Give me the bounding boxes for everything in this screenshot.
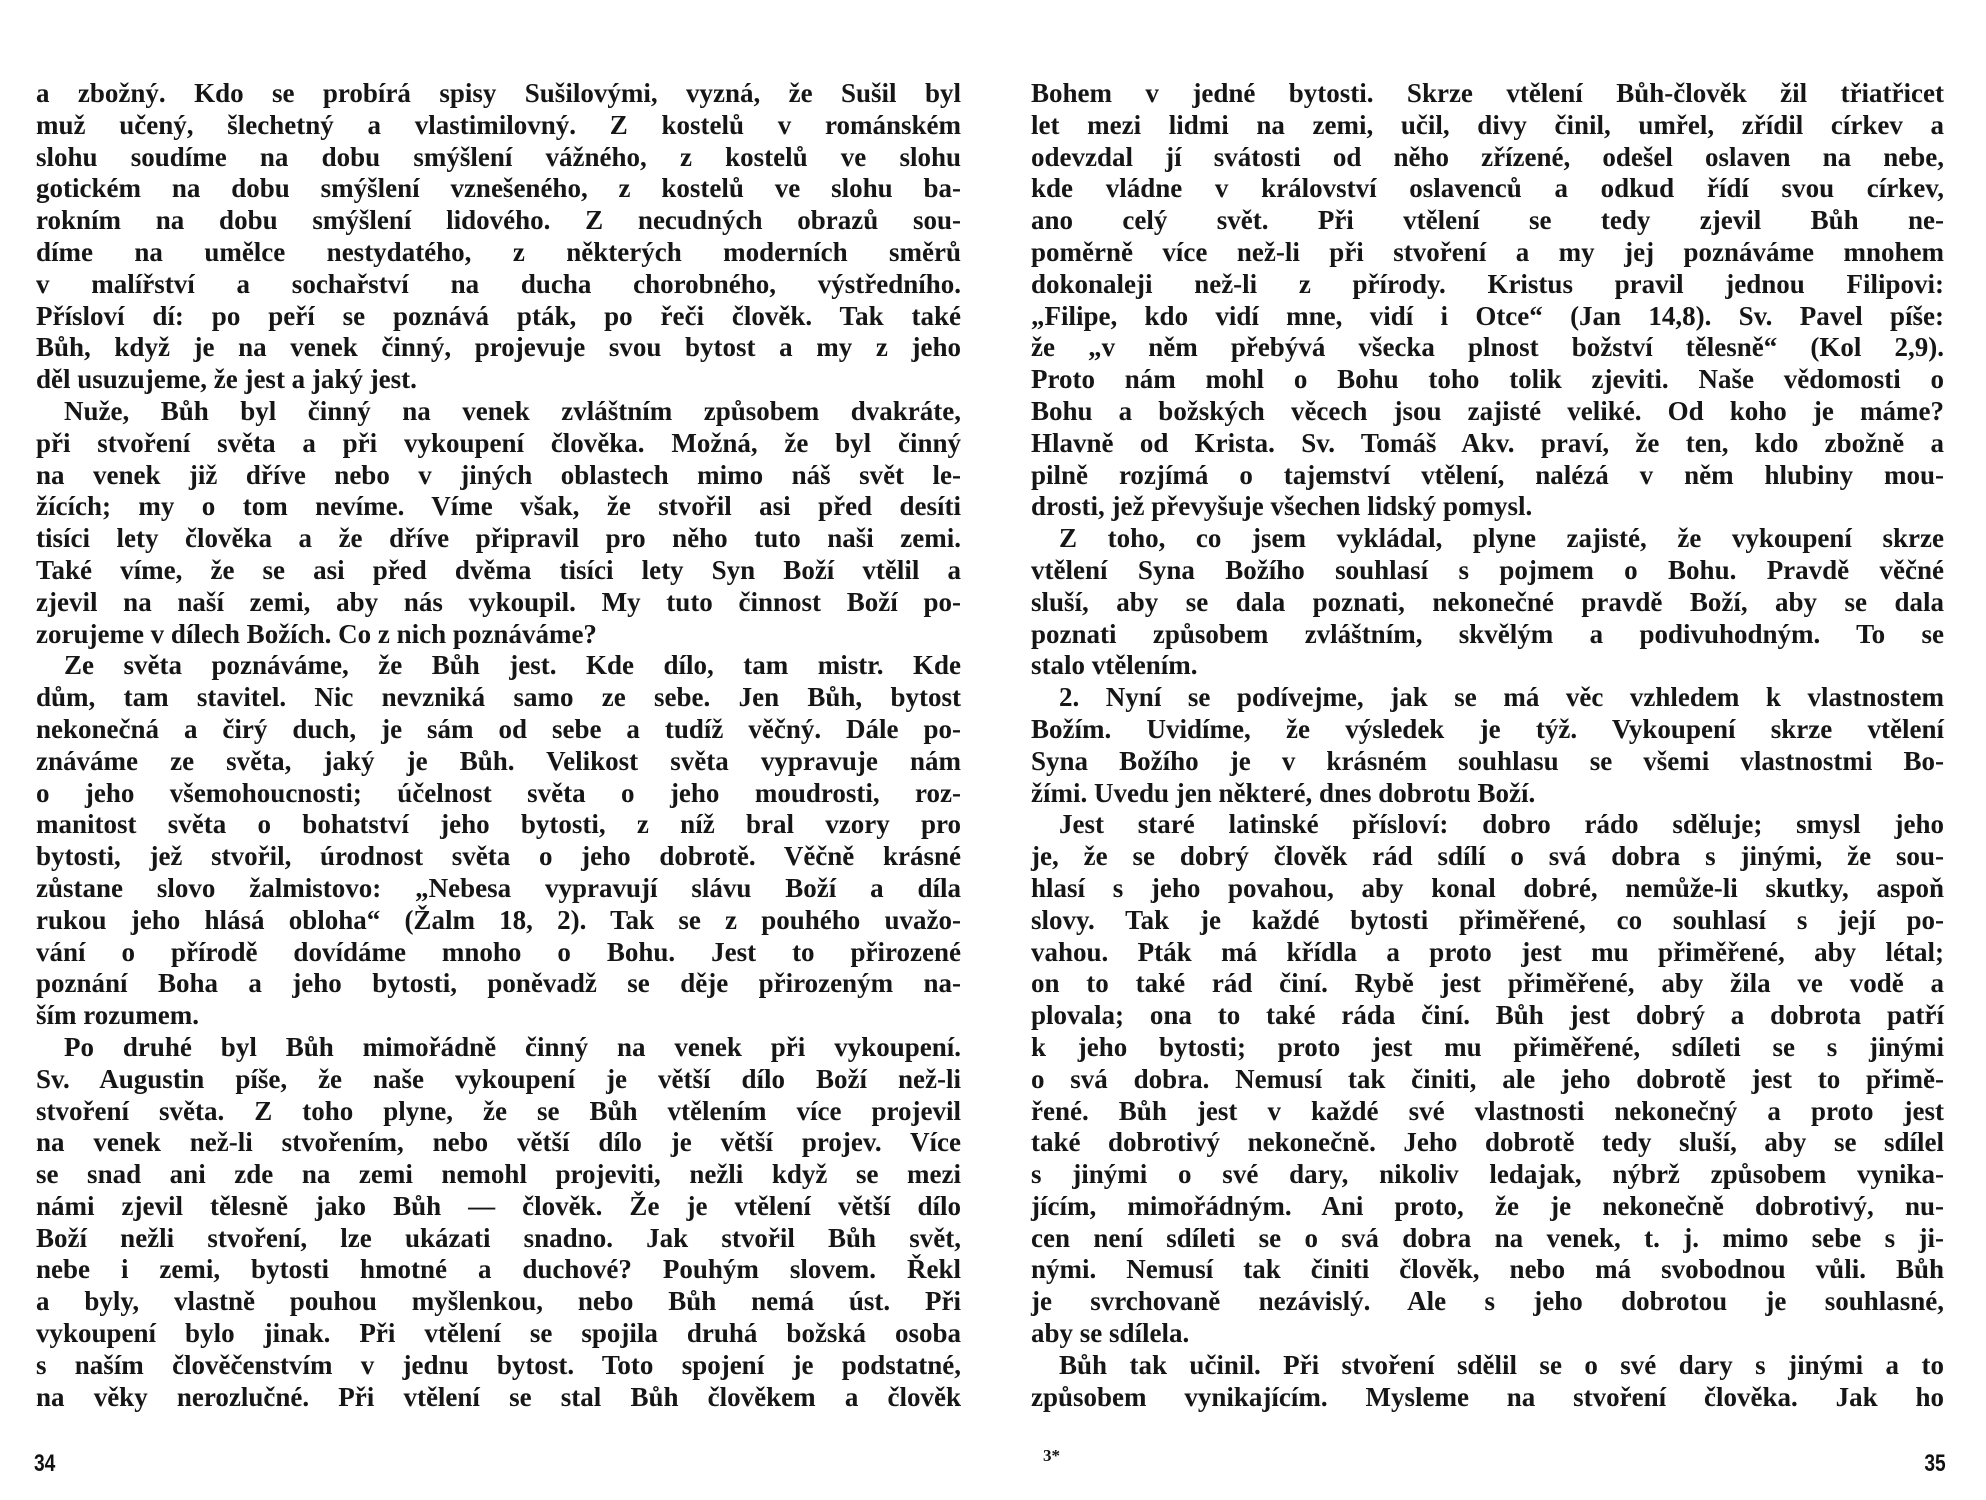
text-line: Bůh, když je na venek činný, projevuje svou bytost a my z jeho — [36, 332, 961, 363]
text-line: Ze světa poznáváme, že Bůh jest. Kde dílo, tam mistr. Kde — [64, 650, 961, 681]
text-line: „Filipe, kdo vidí mne, vidí i Otce“ (Jan 14,8). Sv. Pavel píše: — [1031, 300, 1944, 331]
text-column — [1031, 78, 1944, 1413]
text-line: Bohem v jedné bytosti. Skrze vtělení Bůh-člověk žil třiatřicet — [1031, 78, 1944, 108]
text-line: Hlavně od Krista. Sv. Tomáš Akv. praví, že ten, kdo zbožně a — [1031, 427, 1944, 458]
text-line: v malířství a sochařství na ducha chorobného, výstředního. — [36, 268, 961, 299]
paragraph — [1031, 682, 1944, 809]
paragraph — [36, 78, 961, 396]
text-line: kde vládne v království oslavenců a odkud řídí svou církev, — [1031, 173, 1944, 204]
text-line: pilně rozjímá o tajemství vtělení, nalézá v něm hlubiny mou- — [1031, 459, 1944, 490]
text-line: zůstane slovo žalmistovo: „Nebesa vypravují slávu Boží a díla — [36, 872, 961, 903]
text-line: odevzdal jí svátosti od něho zřízené, odešel oslaven na nebe, — [1031, 141, 1944, 172]
text-line: vání o přírodě dovídáme mnoho o Bohu. Jest to přirozené — [36, 936, 961, 967]
text-line: o svá dobra. Nemusí tak činiti, ale jeho dobrotě jest to přimě- — [1031, 1063, 1944, 1094]
text-line: vtělení Syna Božího souhlasí s pojmem o Bohu. Pravdě věčné — [1031, 554, 1944, 585]
text-line: zorujeme v dílech Božích. Co z nich poznáváme? — [36, 618, 597, 649]
text-line: na venek než-li stvořením, nebo větší dílo je větší projev. Více — [36, 1127, 961, 1158]
text-line: se snad ani zde na zemi nemohl projeviti, nežli když se mezi — [36, 1159, 961, 1190]
text-line: 2. Nyní se podívejme, jak se má věc vzhledem k vlastnostem — [1059, 682, 1944, 713]
text-line: a zbožný. Kdo se probírá spisy Sušilovými, vyzná, že Sušil byl — [36, 78, 961, 108]
text-line: nými. Nemusí tak činiti člověk, nebo má svobodnou vůli. Bůh — [1031, 1254, 1944, 1285]
text-line: při stvoření světa a při vykoupení člověka. Možná, že byl činný — [36, 427, 961, 458]
text-line: plovala; ona to také ráda činí. Bůh jest dobrý a dobrota patří — [1031, 1000, 1944, 1031]
text-line: muž učený, šlechetný a vlastimilovný. Z kostelů v románském — [36, 109, 961, 140]
text-line: Z toho, co jsem vykládal, plyne zajisté, že vykoupení skrze — [1059, 523, 1944, 554]
text-line: s naším člověčenstvím v jednu bytost. Toto spojení je podstatné, — [36, 1349, 961, 1380]
text-line: sluší, aby se dala poznati, nekonečné pravdě Boží, aby se dala — [1031, 586, 1944, 617]
text-line: stvoření světa. Z toho plyne, že se Bůh vtělením více projevil — [36, 1095, 961, 1126]
paragraph — [1031, 523, 1944, 682]
text-line: let mezi lidmi na zemi, učil, divy činil, umřel, zřídil církev a — [1031, 109, 1944, 140]
text-line: a byly, vlastně pouhou myšlenkou, nebo Bůh nemá úst. Při — [36, 1286, 961, 1317]
text-line: dům, tam stavitel. Nic nevzniká samo ze sebe. Jen Bůh, bytost — [36, 682, 961, 713]
text-line: díme na umělce nestydatého, z některých moderních směrů — [36, 236, 961, 267]
text-line: poznati způsobem zvláštním, skvělým a podivuhodným. To se — [1031, 618, 1944, 649]
text-line: bytosti, jež stvořil, úrodnost světa o jeho dobrotě. Věčně krásné — [36, 841, 961, 872]
text-line: nebe i zemi, bytosti hmotné a duchové? Pouhým slovem. Řekl — [36, 1254, 961, 1285]
text-line: Sv. Augustin píše, že naše vykoupení je větší dílo Boží než-li — [36, 1063, 961, 1094]
text-line: vykoupení bylo jinak. Při vtělení se spojila druhá božská osoba — [36, 1318, 961, 1349]
text-line: on to také rád činí. Rybě jest přiměřené, aby žila ve vodě a — [1031, 968, 1944, 999]
text-line: drosti, jež převyšuje všechen lidský pomysl. — [1031, 491, 1533, 522]
text-line: řené. Bůh jest v každé své vlastnosti nekonečný a proto jest — [1031, 1095, 1944, 1126]
text-line: stalo vtělením. — [1031, 650, 1198, 681]
text-line: zjevil na naší zemi, aby nás vykoupil. My tuto činnost Boží po- — [36, 586, 961, 617]
text-line: žících; my o tom nevíme. Víme však, že stvořil asi před desíti — [36, 491, 961, 522]
text-line: Bůh tak učinil. Při stvoření sdělil se o své dary s jinými a to — [1059, 1349, 1944, 1380]
text-line: žími. Uvedu jen některé, dnes dobrotu Boží. — [1031, 777, 1536, 808]
text-line: ano celý svět. Při vtělení se tedy zjevil Bůh ne- — [1031, 205, 1944, 236]
page-number: 35 — [1924, 1450, 1946, 1477]
text-line: poměrně více než-li při stvoření a my jej poznáváme mnohem — [1031, 236, 1944, 267]
text-line: také dobrotivý nekonečně. Jeho dobrotě tedy sluší, aby se sdílel — [1031, 1127, 1944, 1158]
text-column — [36, 78, 961, 1413]
paragraph — [36, 396, 961, 650]
text-line: znáváme ze světa, jaký je Bůh. Velikost světa vypravuje nám — [36, 745, 961, 776]
text-line: gotickém na dobu smýšlení vznešeného, z kostelů ve slohu ba- — [36, 173, 961, 204]
text-line: hlasí s jeho povahou, aby konal dobré, nemůže-li skutky, aspoň — [1031, 872, 1944, 903]
text-line: manitost světa o bohatství jeho bytosti, z níž bral vzory pro — [36, 809, 961, 840]
text-line: dokonaleji než-li z přírody. Kristus pravil jednou Filipovi: — [1031, 268, 1944, 299]
text-line: Syna Božího je v krásném souhlasu se všemi vlastnostmi Bo- — [1031, 745, 1944, 776]
text-line: Po druhé byl Bůh mimořádně činný na venek při vykoupení. — [64, 1031, 961, 1062]
text-line: způsobem vynikajícím. Mysleme na stvoření člověka. Jak ho — [1031, 1381, 1944, 1412]
text-line: poznání Boha a jeho bytosti, poněvadž se děje přirozeným na- — [36, 968, 961, 999]
text-line: děl usuzujeme, že jest a jaký jest. — [36, 364, 417, 395]
text-line: je svrchovaně nezávislý. Ale s jeho dobrotou je souhlasné, — [1031, 1286, 1944, 1317]
right-page — [993, 0, 1986, 1500]
text-line: Proto nám mohl o Bohu toho tolik zjeviti. Naše vědomosti o — [1031, 364, 1944, 395]
paragraph — [1031, 78, 1944, 523]
text-line: že „v něm přebývá všecka plnost božství tělesně“ (Kol 2,9). — [1031, 332, 1944, 363]
text-line: námi zjevil tělesně jako Bůh — člověk. Že je vtělení větší dílo — [36, 1190, 961, 1221]
text-line: Bohu a božských věcech jsou zajisté veliké. Od koho je máme? — [1031, 395, 1944, 426]
text-line: na venek již dříve nebo v jiných oblastech mimo náš svět le- — [36, 459, 961, 490]
text-line: Přísloví dí: po peří se poznává pták, po řeči člověk. Tak také — [36, 300, 961, 331]
text-line: Jest staré latinské přísloví: dobro rádo sděluje; smysl jeho — [1059, 809, 1944, 840]
paragraph — [1031, 809, 1944, 1350]
text-line: nekonečná a čirý duch, je sám od sebe a tudíž věčný. Dále po- — [36, 713, 961, 744]
text-line: na věky nerozlučné. Při vtělení se stal Bůh člověkem a člověk — [36, 1381, 961, 1412]
text-line: cen není sdíleti se o svá dobra na venek, t. j. mimo sebe s ji- — [1031, 1222, 1944, 1253]
text-line: tisíci lety člověka a že dříve připravil pro něho tuto naši zemi. — [36, 523, 961, 554]
text-line: s jinými o své dary, nikoliv ledajak, nýbrž způsobem vynika- — [1031, 1159, 1944, 1190]
text-line: vahou. Pták má křídla a proto jest mu přiměřené, aby létal; — [1031, 936, 1944, 967]
paragraph — [36, 1032, 961, 1414]
text-line: slohu soudíme na dobu smýšlení vážného, z kostelů ve slohu — [36, 141, 961, 172]
text-line: Božím. Uvidíme, že výsledek je týž. Vykoupení skrze vtělení — [1031, 713, 1944, 744]
signature-mark: 3* — [1043, 1446, 1060, 1465]
text-line: Boží nežli stvoření, lze ukázati snadno. Jak stvořil Bůh svět, — [36, 1222, 961, 1253]
text-line: jícím, mimořádným. Ani proto, že je nekonečně dobrotivý, nu- — [1031, 1190, 1944, 1221]
text-line: ším rozumem. — [36, 1000, 199, 1031]
text-line: rukou jeho hlásá obloha“ (Žalm 18, 2). Tak se z pouhého uvažo- — [36, 904, 961, 935]
text-line: Také víme, že se asi před dvěma tisíci lety Syn Boží vtělil a — [36, 554, 961, 585]
text-line: je, že se dobrý člověk rád sdílí o svá dobra s jinými, že sou- — [1031, 841, 1944, 872]
text-line: slovy. Tak je každé bytosti přiměřené, co souhlasí s její po- — [1031, 904, 1944, 935]
text-line: rokním na dobu smýšlení lidového. Z necudných obrazů sou- — [36, 205, 961, 236]
page-number: 34 — [34, 1450, 56, 1477]
paragraph — [1031, 1350, 1944, 1414]
text-line: Nuže, Bůh byl činný na venek zvláštním způsobem dvakráte, — [64, 395, 961, 426]
text-line: o jeho všemohoucnosti; účelnost světa o jeho moudrosti, roz- — [36, 777, 961, 808]
text-line: k jeho bytosti; proto jest mu přiměřené, sdíleti se s jinými — [1031, 1031, 1944, 1062]
paragraph — [36, 650, 961, 1032]
text-line: aby se sdílela. — [1031, 1318, 1190, 1349]
